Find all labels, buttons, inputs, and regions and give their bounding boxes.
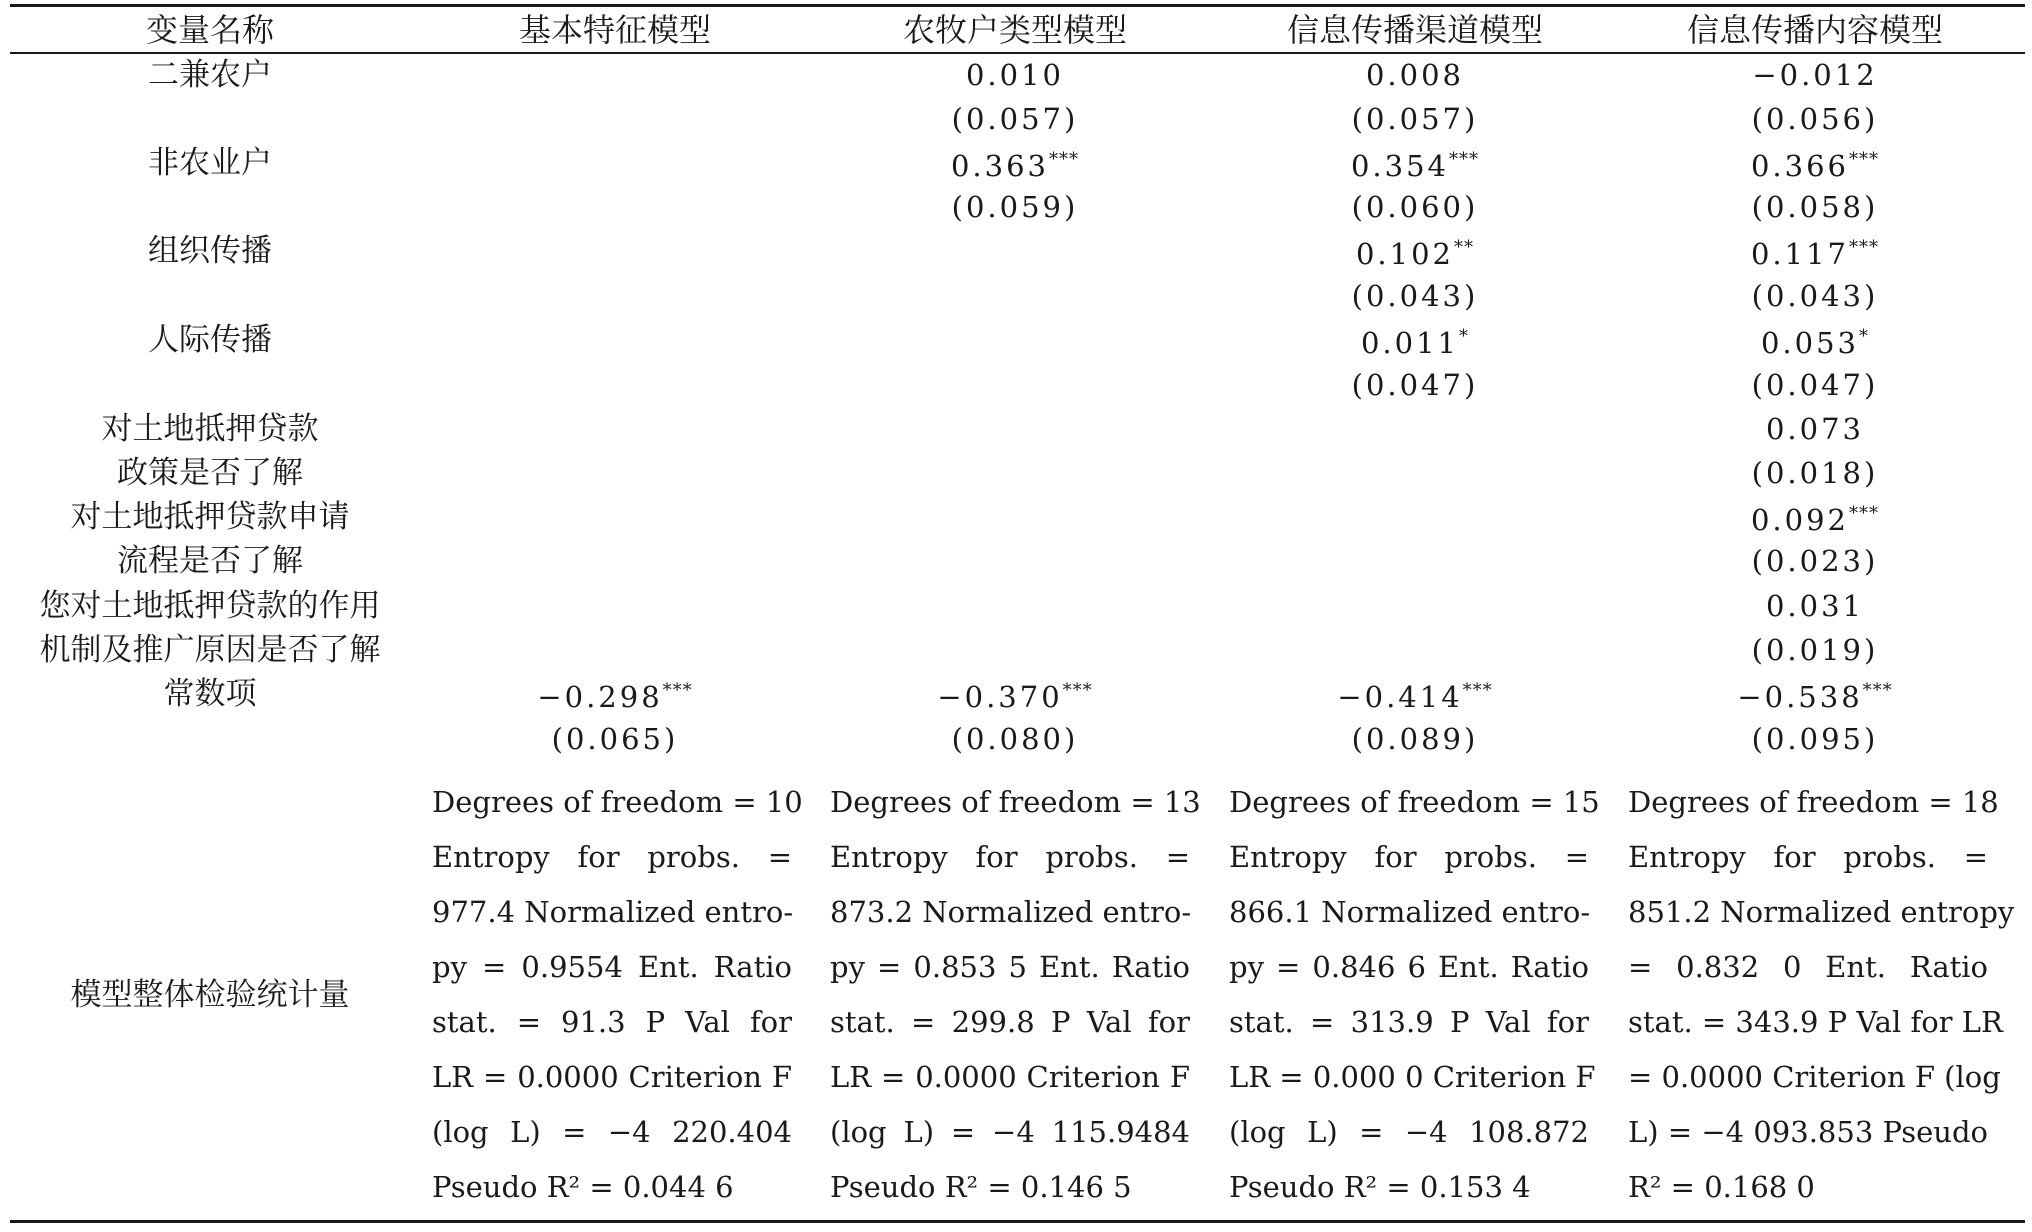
stats-line: (log L) = −4 108.872 [1229,1115,1589,1149]
std-error: (0.060) [1351,190,1479,224]
significance-stars: *** [1049,149,1080,170]
stats-line: Pseudo R² = 0.153 4 [1229,1170,1531,1204]
coef: 0.363 [950,149,1050,183]
stats-line: L) = −4 093.853 Pseudo [1628,1115,1988,1149]
significance-stars: *** [1849,237,1880,258]
std-error: (0.095) [1751,722,1879,756]
coef-cell [1220,234,1610,274]
stats-line: Entropy for probs. = [432,840,792,874]
coef: 0.092 [1750,503,1850,537]
coef-cell [820,146,1210,186]
regression-table [10,0,2025,1232]
coef: 0.031 [1765,589,1865,623]
coef-cell [1220,677,1610,717]
stats-line: py = 0.853 5 Ent. Ratio [830,950,1190,984]
row-label: 二兼农户 [148,57,272,93]
row-label: 对土地抵押贷款 [101,411,319,447]
coef: −0.012 [1752,58,1878,92]
stats-line: 873.2 Normalized entro- [830,895,1192,929]
stats-line: 866.1 Normalized entro- [1229,895,1591,929]
coef-cell [1615,234,2015,274]
header-variable-name: 变量名称 [145,11,274,49]
coef-cell [1615,500,2015,540]
stats-line: py = 0.846 6 Ent. Ratio [1229,950,1589,984]
stats-line: Degrees of freedom = 13 [830,785,1201,819]
std-error: (0.019) [1751,633,1879,667]
std-error: (0.018) [1751,456,1879,490]
coef: 0.366 [1750,149,1850,183]
stats-line: LR = 0.000 0 Criterion F [1229,1060,1596,1094]
coef: 0.011 [1360,326,1460,360]
coef: 0.008 [1365,58,1465,92]
stats-line: Entropy for probs. = [1229,840,1589,874]
header-household-type-model: 农牧户类型模型 [902,11,1127,49]
coef-cell [420,677,810,717]
significance-stars: *** [662,680,693,701]
coef: 0.073 [1765,412,1865,446]
significance-stars: * [1859,326,1870,347]
model-stats-channel [1229,775,1600,1215]
row-label: 机制及推广原因是否了解 [39,632,381,668]
stats-line: R² = 0.168 0 [1628,1170,1815,1204]
significance-stars: *** [1062,680,1093,701]
std-error: (0.080) [951,722,1079,756]
stats-line: Entropy for probs. = [830,840,1190,874]
stats-line: 851.2 Normalized entropy [1628,895,2015,929]
stats-line: Entropy for probs. = [1628,840,1988,874]
coef-cell [1220,146,1610,186]
std-error: (0.057) [1351,102,1479,136]
stats-line: = 0.832 0 Ent. Ratio [1628,950,1988,984]
coef: −0.538 [1737,680,1863,714]
stats-line: (log L) = −4 220.404 [432,1115,792,1149]
stats-line: stat. = 343.9 P Val for LR [1628,1005,2003,1039]
std-error: (0.057) [951,102,1079,136]
coef-cell [1220,323,1610,363]
header-content-model: 信息传播内容模型 [1686,11,1943,49]
coef: 0.102 [1355,237,1455,271]
coef-cell [820,677,1210,717]
header-basic-model: 基本特征模型 [518,11,711,49]
coef: 0.117 [1750,237,1850,271]
stats-line: 977.4 Normalized entro- [432,895,794,929]
coef: 0.053 [1760,326,1860,360]
stats-line: stat. = 91.3 P Val for [432,1005,792,1039]
row-label: 对土地抵押贷款申请 [70,499,350,535]
stats-line: stat. = 299.8 P Val for [830,1005,1190,1039]
significance-stars: * [1459,326,1470,347]
row-label: 非农业户 [148,145,272,181]
row-label: 组织传播 [148,233,272,269]
significance-stars: *** [1849,503,1880,524]
row-label: 人际传播 [148,322,272,358]
row-label: 您对土地抵押贷款的作用 [39,588,381,624]
top-rule [10,4,2025,7]
std-error: (0.056) [1751,102,1879,136]
std-error: (0.023) [1751,544,1879,578]
stats-line: stat. = 313.9 P Val for [1229,1005,1589,1039]
std-error: (0.043) [1351,279,1479,313]
stats-line: Degrees of freedom = 18 [1628,785,1999,819]
coef: −0.414 [1337,680,1463,714]
coef: 0.010 [965,58,1065,92]
coef: −0.370 [937,680,1063,714]
row-label: 流程是否了解 [117,543,303,579]
header-rule [10,52,2025,54]
std-error: (0.059) [951,190,1079,224]
std-error: (0.058) [1751,190,1879,224]
significance-stars: *** [1849,149,1880,170]
row-label: 模型整体检验统计量 [70,977,350,1013]
row-label: 政策是否了解 [117,455,303,491]
coef: −0.298 [537,680,663,714]
model-stats-content [1628,775,2015,1215]
stats-line: LR = 0.0000 Criterion F [830,1060,1190,1094]
row-label: 常数项 [163,676,257,712]
model-stats-basic [432,775,803,1215]
coef-cell [1615,323,2015,363]
stats-line: Degrees of freedom = 15 [1229,785,1600,819]
std-error: (0.047) [1351,368,1479,402]
coef: 0.354 [1350,149,1450,183]
std-error: (0.089) [1351,722,1479,756]
stats-line: py = 0.9554 Ent. Ratio [432,950,792,984]
significance-stars: *** [1862,680,1893,701]
std-error: (0.043) [1751,279,1879,313]
std-error: (0.065) [551,722,679,756]
stats-line: Degrees of freedom = 10 [432,785,803,819]
significance-stars: ** [1454,237,1475,258]
header-channel-model: 信息传播渠道模型 [1286,11,1543,49]
significance-stars: *** [1462,680,1493,701]
std-error: (0.047) [1751,368,1879,402]
stats-line: = 0.0000 Criterion F (log [1628,1060,2001,1094]
stats-line: LR = 0.0000 Criterion F [432,1060,792,1094]
coef-cell [1615,146,2015,186]
coef-cell [1615,677,2015,717]
significance-stars: *** [1449,149,1480,170]
model-stats-household [830,775,1201,1215]
stats-line: Pseudo R² = 0.044 6 [432,1170,734,1204]
stats-line: (log L) = −4 115.9484 [830,1115,1190,1149]
bottom-rule [10,1220,2025,1223]
stats-line: Pseudo R² = 0.146 5 [830,1170,1132,1204]
